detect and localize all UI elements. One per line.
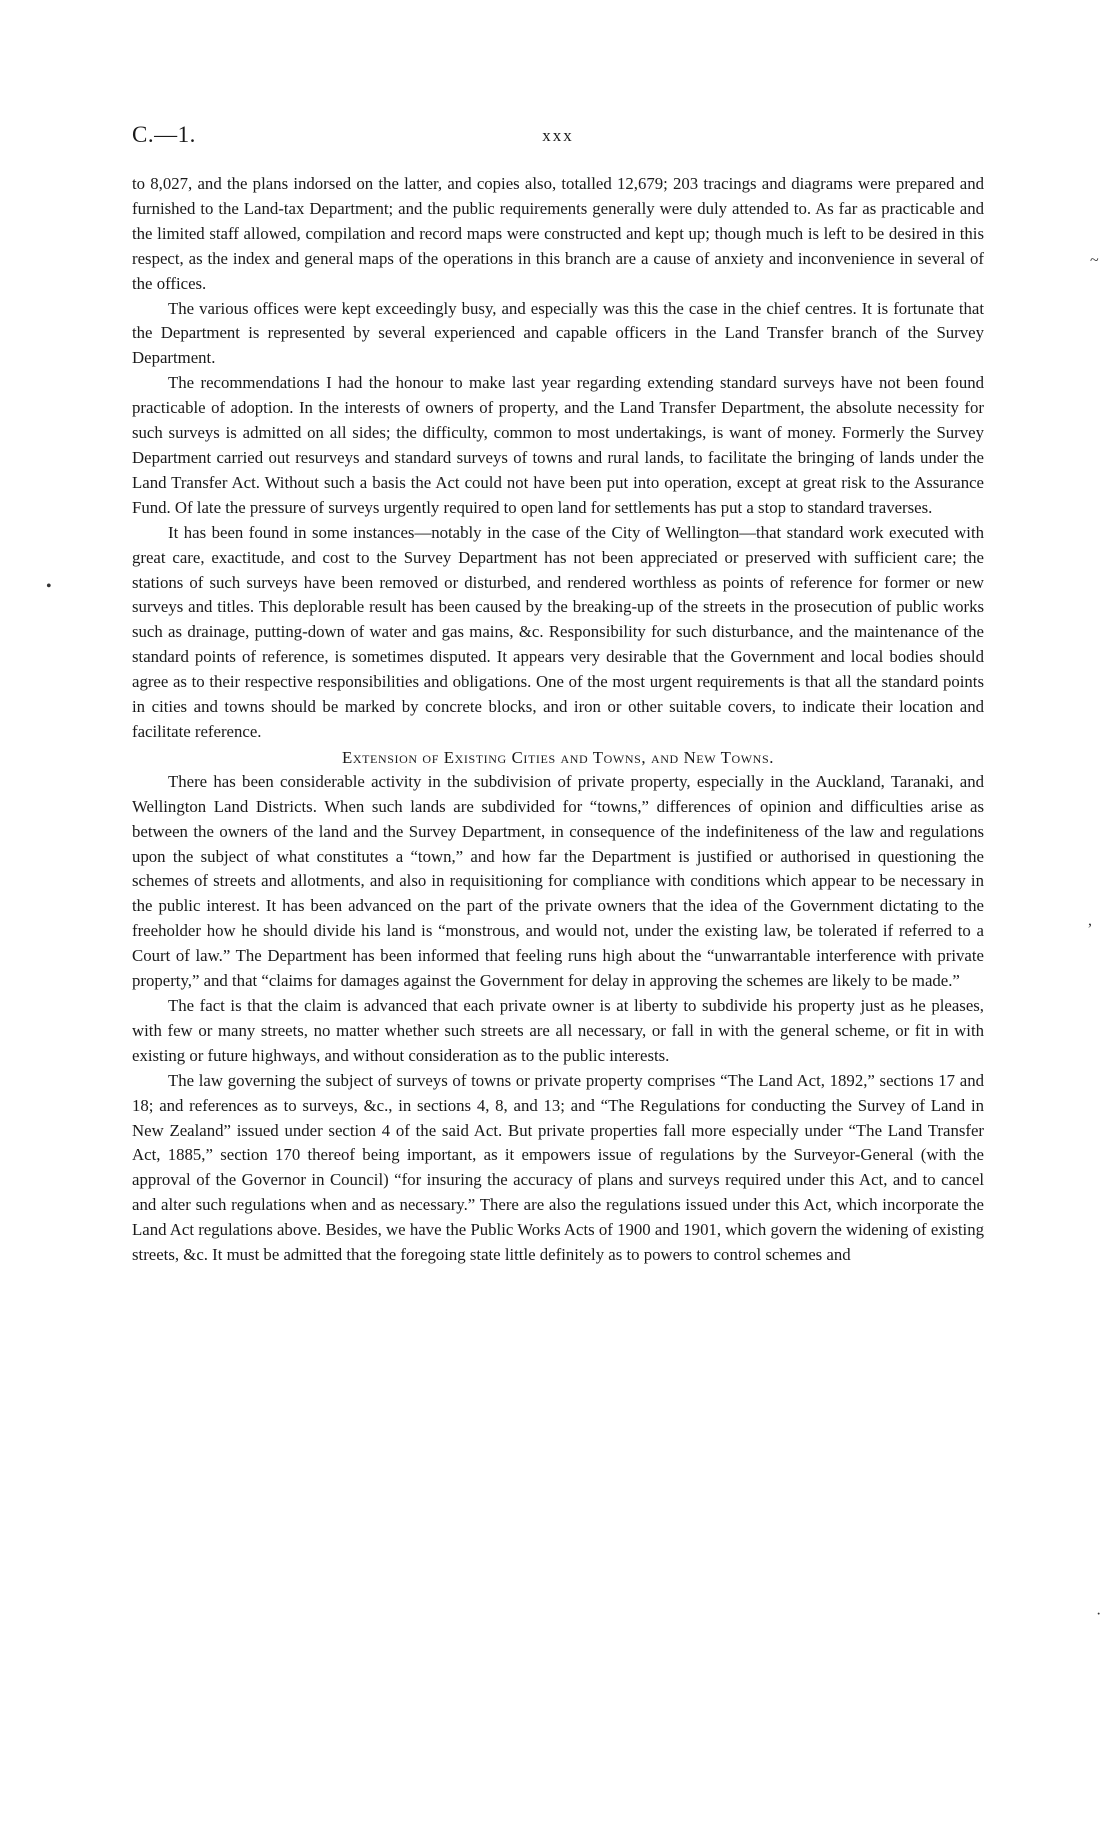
body-text [132,172,984,1268]
page-number: xxx [542,126,574,145]
paragraph: to 8,027, and the plans indorsed on the latter, and copies also, totalled 12,679; 203 tracings and diagrams were prepared and furnished to the Land-tax Department; and the public requirements generally were duly attended to. As far as practicable and the limited staff allowed, compilation and record maps were constructed and kept up; though much is left to be desired in this respect, as the index and general maps of the operations in this branch are a cause of anxiety and inconvenience in several of the offices. [132,174,984,293]
page-header [132,122,984,152]
paragraph: The recommendations I had the honour to make last year regarding extending standard surveys have not been found practicable of adoption. In the interests of owners of property, and the Land Transfer Department, the absolute necessity for such surveys is admitted on all sides; the difficulty, common to most undertakings, is want of money. Formerly the Survey Department carried out resurveys and standard surveys of towns and rural lands, to facilitate the bringing of lands under the Land Transfer Act. Without such a basis the Act could not have been put into operation, except at great risk to the Assurance Fund. Of late the pressure of surveys urgently required to open land for settlements has put a stop to standard traverses. [132,373,984,517]
paragraph: The various offices were kept exceedingly busy, and especially was this the case in the chief centres. It is fortunate that the Department is represented by several experienced and capable officers in the Land Transfer branch of the Survey Department. [132,298,984,368]
margin-mark: ~ [1090,252,1099,269]
margin-mark: · [1096,1606,1102,1623]
paragraph: It has been found in some instances—notably in the case of the City of Wellington—that standard work executed with great care, exactitude, and cost to the Survey Department has not been appreciated or preserved with sufficient care; the stations of such surveys have been removed or disturbed, and rendered worthless as points of reference for former or new surveys and titles. This deplorable result has been caused by the breaking-up of the streets in the prosecution of public works such as drainage, putting-down of water and gas mains, &c. Responsibility for such disturbance, and the maintenance of the standard points of reference, is sometimes disputed. It appears very desirable that the Government and local bodies should agree as to their respective responsibilities and obligations. One of the most urgent requirements is that all the standard points in cities and towns should be marked by concrete blocks, and iron or other suitable covers, to indicate their location and facilitate reference. [132,522,984,741]
section-heading: Extension of Existing Cities and Towns, and New Towns. [341,747,775,767]
margin-dot: • [46,578,52,595]
paragraph: The law governing the subject of surveys of towns or private property comprises “The Land Act, 1892,” sections 17 and 18; and references as to surveys, &c., in sections 4, 8, and 13; and “The Regulations for conducting the Survey of Land in New Zealand” issued under section 4 of the said Act. But private properties fall more especially under “The Land Transfer Act, 1885,” section 170 thereof being important, as it empowers issue of regulations by the Surveyor-General (with the approval of the Governor in Council) “for insuring the accuracy of plans and surveys required under this Act, and to cancel and alter such regulations when and as necessary.” There are also the regulations issued under this Act, which incorporate the Land Act regulations above. Besides, we have the Public Works Acts of 1900 and 1901, which govern the widening of existing streets, &c. It must be admitted that the foregoing state little definitely as to powers to control schemes and [132,1070,984,1265]
paragraph: There has been considerable activity in the subdivision of private property, especially in the Auckland, Taranaki, and Wellington Land Districts. When such lands are subdivided for “towns,” differences of opinion and difficulties arise as between the owners of the land and the Survey Department, in consequence of the indefiniteness of the law and regulations upon the subject of what constitutes a “town,” and how far the Department is justified or authorised in questioning the schemes of streets and allotments, and also in requisitioning for compliance with conditions which appear to be necessary in the public interest. It has been advanced on the part of the private owners that the idea of the Government dictating to the freeholder how he should divide his land is “monstrous, and would not, under the existing law, be tolerated if referred to a Court of law.” The Department has been informed that feeling runs high about the “unwarrantable interference with private property,” and that “claims for damages against the Government for delay in approving the schemes are likely to be made.” [132,771,984,991]
document-code: C.—1. [132,122,196,147]
paragraph: The fact is that the claim is advanced that each private owner is at liberty to subdivide his property just as he pleases, with few or many streets, no matter whether such streets are all necessary, or fall in with the general scheme, or fit in with existing or future highways, and without consideration as to the public interests. [132,996,984,1065]
margin-mark: , [1088,912,1092,929]
